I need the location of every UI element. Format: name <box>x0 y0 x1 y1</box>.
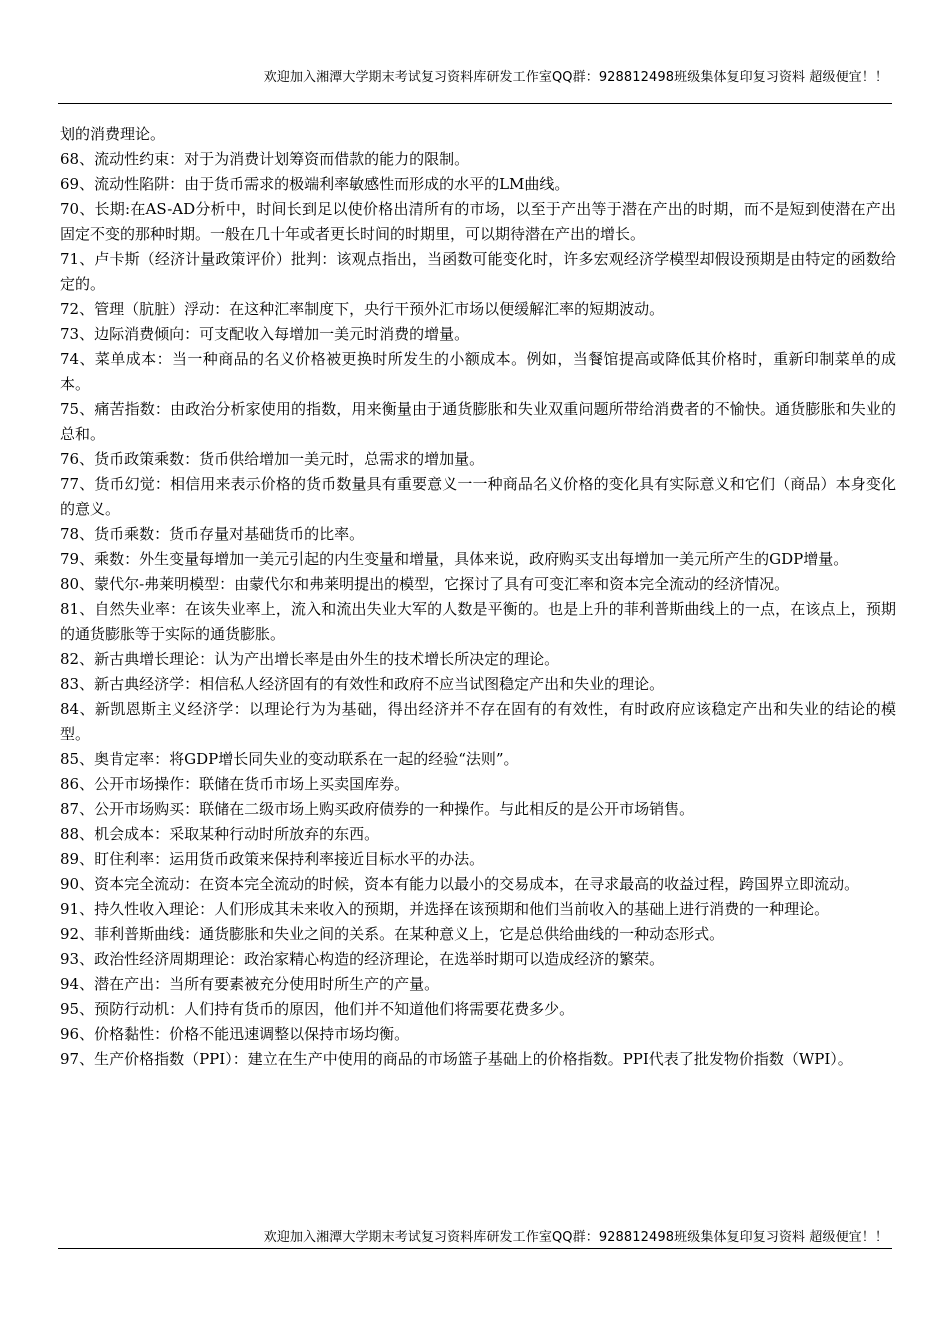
document-body <box>60 122 896 1072</box>
paragraph: 69、流动性陷阱：由于货币需求的极端利率敏感性而形成的水平的LM曲线。 <box>60 175 570 193</box>
paragraph: 93、政治性经济周期理论：政治家精心构造的经济理论，在选举时期可以造成经济的繁荣。 <box>60 950 665 968</box>
paragraph: 82、新古典增长理论：认为产出增长率是由外生的技术增长所决定的理论。 <box>60 650 560 668</box>
paragraph: 80、蒙代尔-弗莱明模型：由蒙代尔和弗莱明提出的模型，它探讨了具有可变汇率和资本完全流动的经济情况。 <box>60 575 790 593</box>
page-header-text: 欢迎加入湘潭大学期末考试复习资料库研发工作室QQ群：928812498班级集体复印复习资料 超级便宜！！ <box>263 70 888 85</box>
paragraph: 76、货币政策乘数：货币供给增加一美元时，总需求的增加量。 <box>60 450 485 468</box>
paragraph: 84、新凯恩斯主义经济学：以理论行为为基础，得出经济并不存在固有的有效性，有时政府应该稳定产出和失业的结论的模型。 <box>60 700 896 743</box>
paragraph: 79、乘数：外生变量每增加一美元引起的内生变量和增量，具体来说，政府购买支出每增加一美元所产生的GDP增量。 <box>60 550 849 568</box>
paragraph: 68、流动性约束：对于为消费计划筹资而借款的能力的限制。 <box>60 150 470 168</box>
footer-divider <box>58 1248 892 1249</box>
paragraph: 85、奥肯定率：将GDP增长同失业的变动联系在一起的经验“法则”。 <box>60 750 519 768</box>
paragraph: 70、长期:在AS-AD分析中，时间长到足以使价格出清所有的市场，以至于产出等于潜在产出的时期，而不是短到使潜在产出固定不变的那种时期。一般在几十年或者更长时间的时期里，可以期待潜在产出的增长。 <box>60 200 896 243</box>
paragraph: 划的消费理论。 <box>60 125 166 143</box>
paragraph: 83、新古典经济学：相信私人经济固有的有效性和政府不应当试图稳定产出和失业的理论。 <box>60 675 665 693</box>
paragraph: 72、管理（肮脏）浮动：在这种汇率制度下，央行干预外汇市场以便缓解汇率的短期波动。 <box>60 300 665 318</box>
paragraph: 92、菲利普斯曲线：通货膨胀和失业之间的关系。在某种意义上，它是总供给曲线的一种动态形式。 <box>60 925 725 943</box>
page-footer-text: 欢迎加入湘潭大学期末考试复习资料库研发工作室QQ群：928812498班级集体复印复习资料 超级便宜！！ <box>263 1230 888 1245</box>
paragraph: 81、自然失业率：在该失业率上，流入和流出失业大军的人数是平衡的。也是上升的菲利普斯曲线上的一点，在该点上，预期的通货膨胀等于实际的通货膨胀。 <box>60 600 896 643</box>
paragraph: 71、卢卡斯（经济计量政策评价）批判：该观点指出，当函数可能变化时，许多宏观经济学模型却假设预期是由特定的函数给定的。 <box>60 250 896 293</box>
paragraph: 96、价格黏性：价格不能迅速调整以保持市场均衡。 <box>60 1025 410 1043</box>
paragraph: 88、机会成本：采取某种行动时所放弃的东西。 <box>60 825 380 843</box>
paragraph: 95、预防行动机：人们持有货币的原因，他们并不知道他们将需要花费多少。 <box>60 1000 575 1018</box>
paragraph: 89、盯住利率：运用货币政策来保持利率接近目标水平的办法。 <box>60 850 485 868</box>
paragraph: 87、公开市场购买：联储在二级市场上购买政府债券的一种操作。与此相反的是公开市场销售。 <box>60 800 695 818</box>
paragraph: 86、公开市场操作：联储在货币市场上买卖国库券。 <box>60 775 410 793</box>
paragraph: 78、货币乘数：货币存量对基础货币的比率。 <box>60 525 365 543</box>
paragraph: 75、痛苦指数：由政治分析家使用的指数，用来衡量由于通货膨胀和失业双重问题所带给消费者的不愉快。通货膨胀和失业的总和。 <box>60 400 896 443</box>
paragraph: 74、菜单成本：当一种商品的名义价格被更换时所发生的小额成本。例如，当餐馆提高或降低其价格时，重新印制菜单的成本。 <box>60 350 896 393</box>
paragraph: 91、持久性收入理论：人们形成其未来收入的预期，并选择在该预期和他们当前收入的基础上进行消费的一种理论。 <box>60 900 830 918</box>
paragraph: 73、边际消费倾向：可支配收入每增加一美元时消费的增量。 <box>60 325 470 343</box>
paragraph: 90、资本完全流动：在资本完全流动的时候，资本有能力以最小的交易成本，在寻求最高的收益过程，跨国界立即流动。 <box>60 875 860 893</box>
paragraph: 77、货币幻觉：相信用来表示价格的货币数量具有重要意义一一种商品名义价格的变化具有实际意义和它们（商品）本身变化的意义。 <box>60 475 896 518</box>
paragraph: 94、潜在产出：当所有要素被充分使用时所生产的产量。 <box>60 975 440 993</box>
paragraph: 97、生产价格指数（PPI）：建立在生产中使用的商品的市场篮子基础上的价格指数。PPI代表了批发物价指数（WPI）。 <box>60 1050 853 1068</box>
header-divider <box>58 103 892 104</box>
